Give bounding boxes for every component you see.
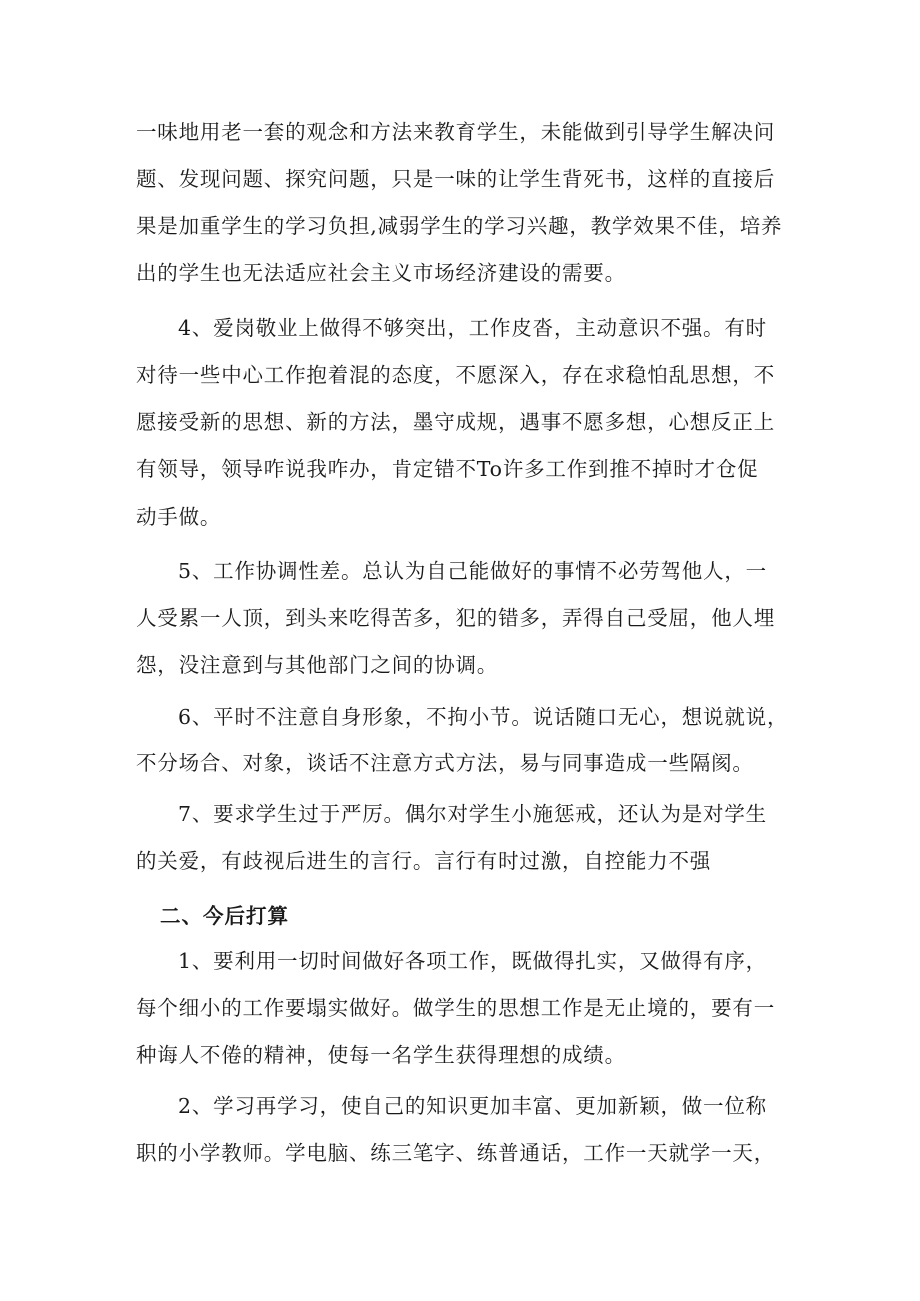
plan-1-first-line: 1、要利用一切时间做好各项工作，既做得扎实，又做得有序， bbox=[178, 949, 767, 973]
plan-2-first-line: 2、学习再学习，使自己的知识更加丰富、更加新颖，做一位称 bbox=[178, 1094, 767, 1118]
text-line: 果是加重学生的学习负担,减弱学生的学习兴趣，教学效果不佳，培养 bbox=[136, 214, 783, 238]
text-line: 对待一些中心工作抱着混的态度，不愿深入，存在求稳怕乱思想，不 bbox=[136, 363, 775, 387]
text-line: 职的小学教师。学电脑、练三笔字、练普通话，工作一天就学一天， bbox=[136, 1141, 775, 1165]
text-line: 有领导，领导咋说我咋办，肯定错不To许多工作到推不掉时才仓促 bbox=[136, 457, 759, 481]
text-line: 一味地用老一套的观念和方法来教育学生，未能做到引导学生解决问 bbox=[136, 120, 775, 144]
text-line: 每个细小的工作要塌实做好。做学生的思想工作是无止境的，要有一 bbox=[136, 996, 775, 1020]
text-line: 动手做。 bbox=[136, 505, 222, 529]
paragraph-7-first-line: 7、要求学生过于严厉。偶尔对学生小施惩戒，还认为是对学生 bbox=[178, 802, 767, 826]
text-line: 愿接受新的思想、新的方法，墨守成规，遇事不愿多想，心想反正上 bbox=[136, 410, 775, 434]
text-line: 种诲人不倦的精神，使每一名学生获得理想的成绩。 bbox=[136, 1043, 626, 1067]
paragraph-4-first-line: 4、爱岗敬业上做得不够突出，工作皮沓，主动意识不强。有时 bbox=[178, 316, 767, 340]
paragraph-5-first-line: 5、工作协调性差。总认为自己能做好的事情不必劳驾他人，一 bbox=[178, 559, 767, 583]
text-line: 题、发现问题、探究问题，只是一味的让学生背死书，这样的直接后 bbox=[136, 167, 775, 191]
text-line: 的关爱，有歧视后进生的言行。言行有时过激，自控能力不强 bbox=[136, 849, 712, 873]
text-line: 不分场合、对象，谈话不注意方式方法，易与同事造成一些隔阂。 bbox=[136, 751, 754, 775]
text-line: 出的学生也无法适应社会主义市场经济建设的需要。 bbox=[136, 261, 626, 285]
paragraph-6-first-line: 6、平时不注意自身形象，不拘小节。说话随口无心，想说就说， bbox=[178, 705, 789, 729]
text-line: 怨，没注意到与其他部门之间的协调。 bbox=[136, 653, 499, 677]
text-line: 人受累一人顶，到头来吃得苦多，犯的错多，弄得自己受屈，他人埋 bbox=[136, 606, 775, 630]
section-heading: 二、今后打算 bbox=[160, 904, 289, 928]
